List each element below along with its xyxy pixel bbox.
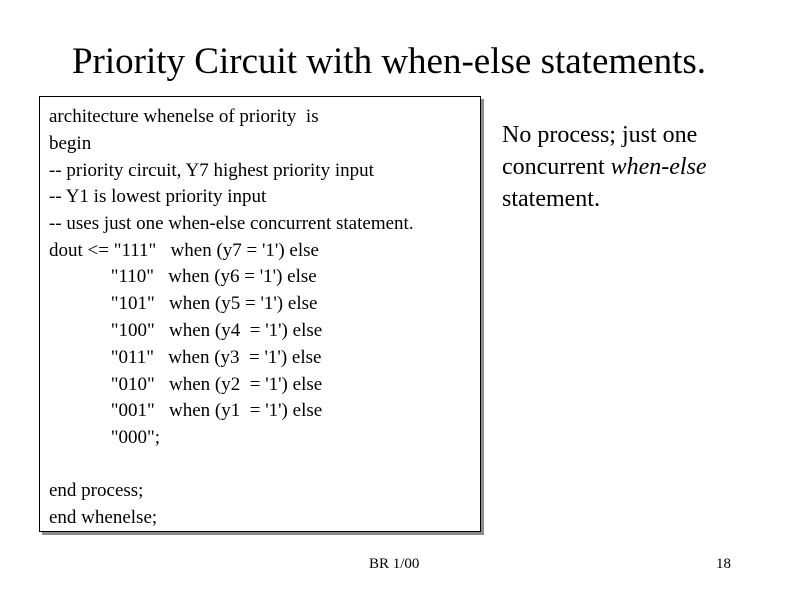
page-number: 18	[716, 556, 731, 572]
code-line: begin	[49, 133, 92, 154]
code-line: "011" when (y3 = '1') else	[49, 347, 322, 368]
code-line: end process;	[49, 480, 144, 501]
note-line-2-italic: when-else	[610, 154, 707, 180]
note-line-2	[502, 151, 782, 183]
code-line: "000";	[49, 427, 161, 448]
note-line-3: statement.	[502, 186, 600, 212]
code-listing-box	[39, 96, 481, 532]
note-line-1: No process; just one	[502, 122, 698, 148]
footer-credit: BR 1/00	[369, 556, 420, 572]
code-line: "001" when (y1 = '1') else	[49, 400, 323, 421]
code-line: dout <= "111" when (y7 = '1') else	[49, 240, 319, 261]
code-line: "100" when (y4 = '1') else	[49, 320, 323, 341]
code-line: -- uses just one when-else concurrent statement.	[49, 213, 414, 234]
code-line: "110" when (y6 = '1') else	[49, 266, 317, 287]
code-line: architecture whenelse of priority is	[49, 106, 319, 127]
slide-title: Priority Circuit with when-else statements.	[71, 41, 707, 82]
code-line: end whenelse;	[49, 507, 158, 528]
side-note	[502, 119, 782, 215]
code-line: -- priority circuit, Y7 highest priority input	[49, 160, 374, 181]
code-line: "101" when (y5 = '1') else	[49, 293, 318, 314]
code-line: "010" when (y2 = '1') else	[49, 374, 323, 395]
note-line-2-text: concurrent	[502, 154, 611, 180]
code-line: -- Y1 is lowest priority input	[49, 186, 267, 207]
